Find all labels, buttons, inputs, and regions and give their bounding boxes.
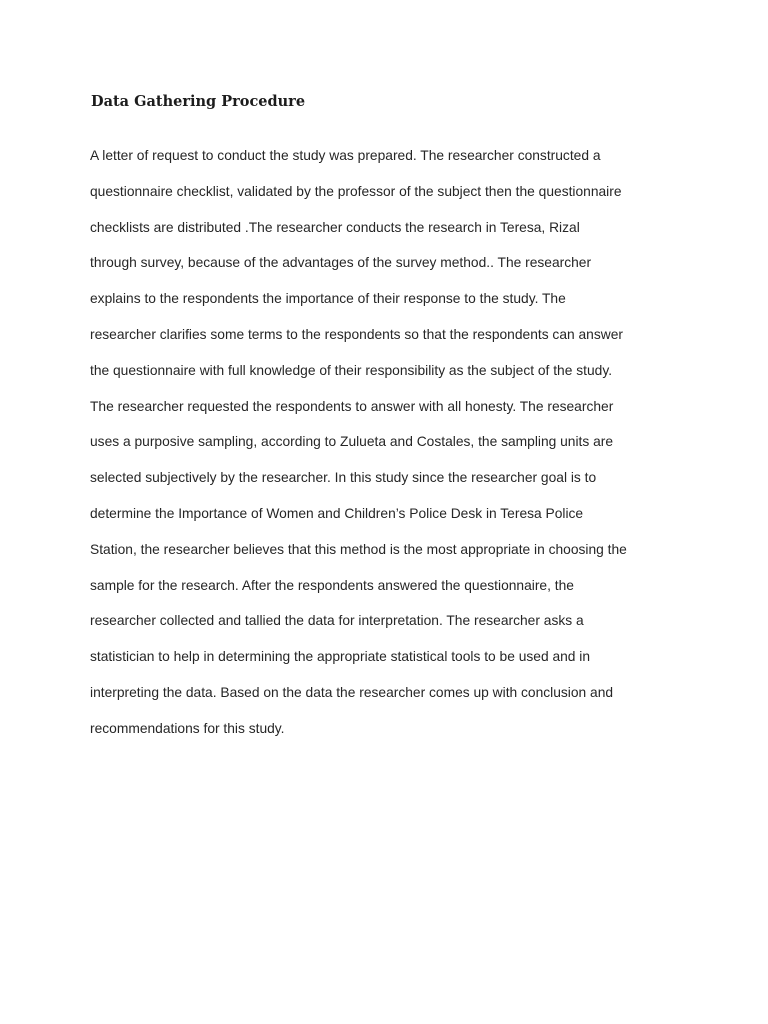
text-line: explains to the respondents the importance of their response to the study. The (90, 291, 566, 307)
text-line: the questionnaire with full knowledge of their responsibility as the subject of the study. (90, 362, 613, 378)
text-line: selected subjectively by the researcher. In this study since the researcher goal is to (90, 470, 597, 486)
text-line: checklists are distributed .The researcher conducts the research in Teresa, Rizal (90, 219, 580, 235)
body-paragraph (90, 146, 740, 755)
text-line: sample for the research. After the respondents answered the questionnaire, the (90, 577, 574, 593)
text-line: recommendations for this study. (90, 720, 285, 736)
text-line: determine the Importance of Women and Children’s Police Desk in Teresa Police (90, 505, 584, 521)
text-line: Station, the researcher believes that this method is the most appropriate in choosing the (90, 541, 627, 557)
text-line: researcher collected and tallied the data for interpretation. The researcher asks a (90, 613, 584, 629)
text-line: A letter of request to conduct the study was prepared. The researcher constructed a (90, 148, 601, 163)
text-line: uses a purposive sampling, according to Zulueta and Costales, the sampling units are (90, 434, 614, 450)
text-line: statistician to help in determining the appropriate statistical tools to be used and in (90, 649, 591, 665)
text-line: interpreting the data. Based on the data the researcher comes up with conclusion and (90, 684, 614, 700)
section-heading: Data Gathering Procedure (91, 93, 306, 110)
text-line: through survey, because of the advantages of the survey method.. The researcher (90, 255, 592, 271)
text-line: researcher clarifies some terms to the respondents so that the respondents can answer (90, 326, 623, 342)
text-line: The researcher requested the respondents to answer with all honesty. The researcher (90, 398, 614, 414)
text-line: questionnaire checklist, validated by the professor of the subject then the questionnaire (90, 183, 622, 199)
